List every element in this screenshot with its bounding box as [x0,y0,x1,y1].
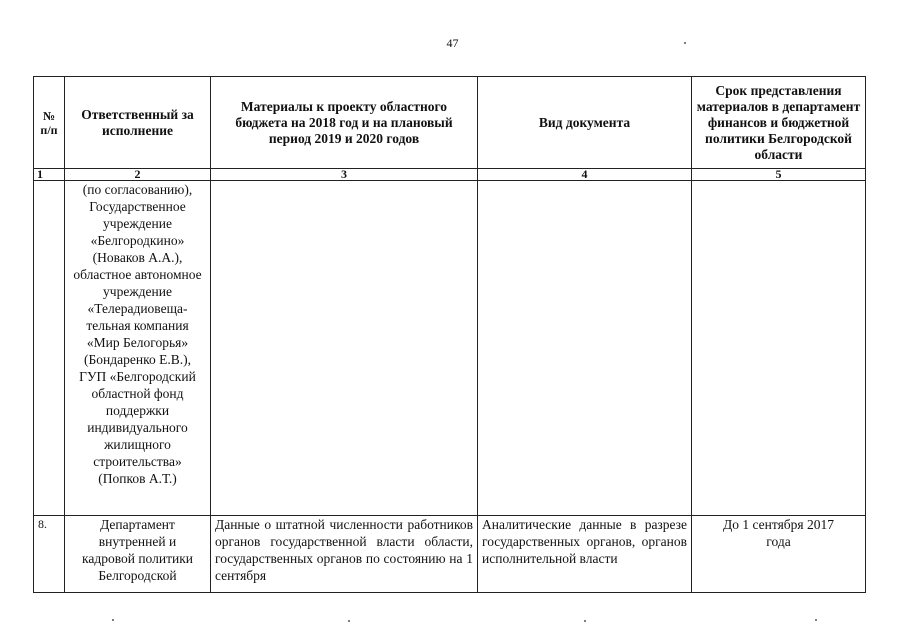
column-number: 4 [478,169,692,181]
materials-cell: Данные о штатной численности работников органов государственной власти области, государственных органов по состоянию на 1 сентября [211,516,478,593]
document-table [33,76,866,593]
column-number: 5 [692,169,866,181]
responsible-cell: Департамент внутренней и кадровой политики Белгородской [65,516,211,593]
doc-type-cell [478,181,692,516]
scan-speck [815,619,817,621]
scan-speck [584,620,586,622]
header-doc-type: Вид документа [478,77,692,169]
header-responsible: Ответственный за исполнение [65,77,211,169]
column-number: 2 [65,169,211,181]
table-header-row [34,77,866,169]
doc-type-cell: Аналитические данные в разрезе государственных органов, органов исполнительной власти [478,516,692,593]
deadline-cell [692,181,866,516]
header-materials: Материалы к проекту областного бюджета на 2018 год и на плановый период 2019 и 2020 годов [211,77,478,169]
column-number: 1 [34,169,65,181]
responsible-cell: (по согласованию), Государственное учреждение «Белгородкино» (Новаков А.А.), областное автономное учреждение «Телерадиовеща-тельная компания «Мир Белогорья» (Бондаренко Е.В.), ГУП «Белгородский областной фонд поддержки индивидуального жилищного строительства» (Попков А.Т.) [65,181,211,516]
table-row [34,181,866,516]
deadline-cell: До 1 сентября 2017 года [692,516,866,593]
header-deadline: Срок представления материалов в департамент финансов и бюджетной политики Белгородской области [692,77,866,169]
page-number: 47 [446,36,459,50]
table-row [34,516,866,593]
row-number: 8. [34,516,65,593]
row-number [34,181,65,516]
column-number-row [34,169,866,181]
scan-speck [684,42,686,44]
column-number: 3 [211,169,478,181]
header-number: № п/п [34,77,65,169]
scan-speck [112,619,114,621]
scan-speck [348,620,350,622]
materials-cell [211,181,478,516]
